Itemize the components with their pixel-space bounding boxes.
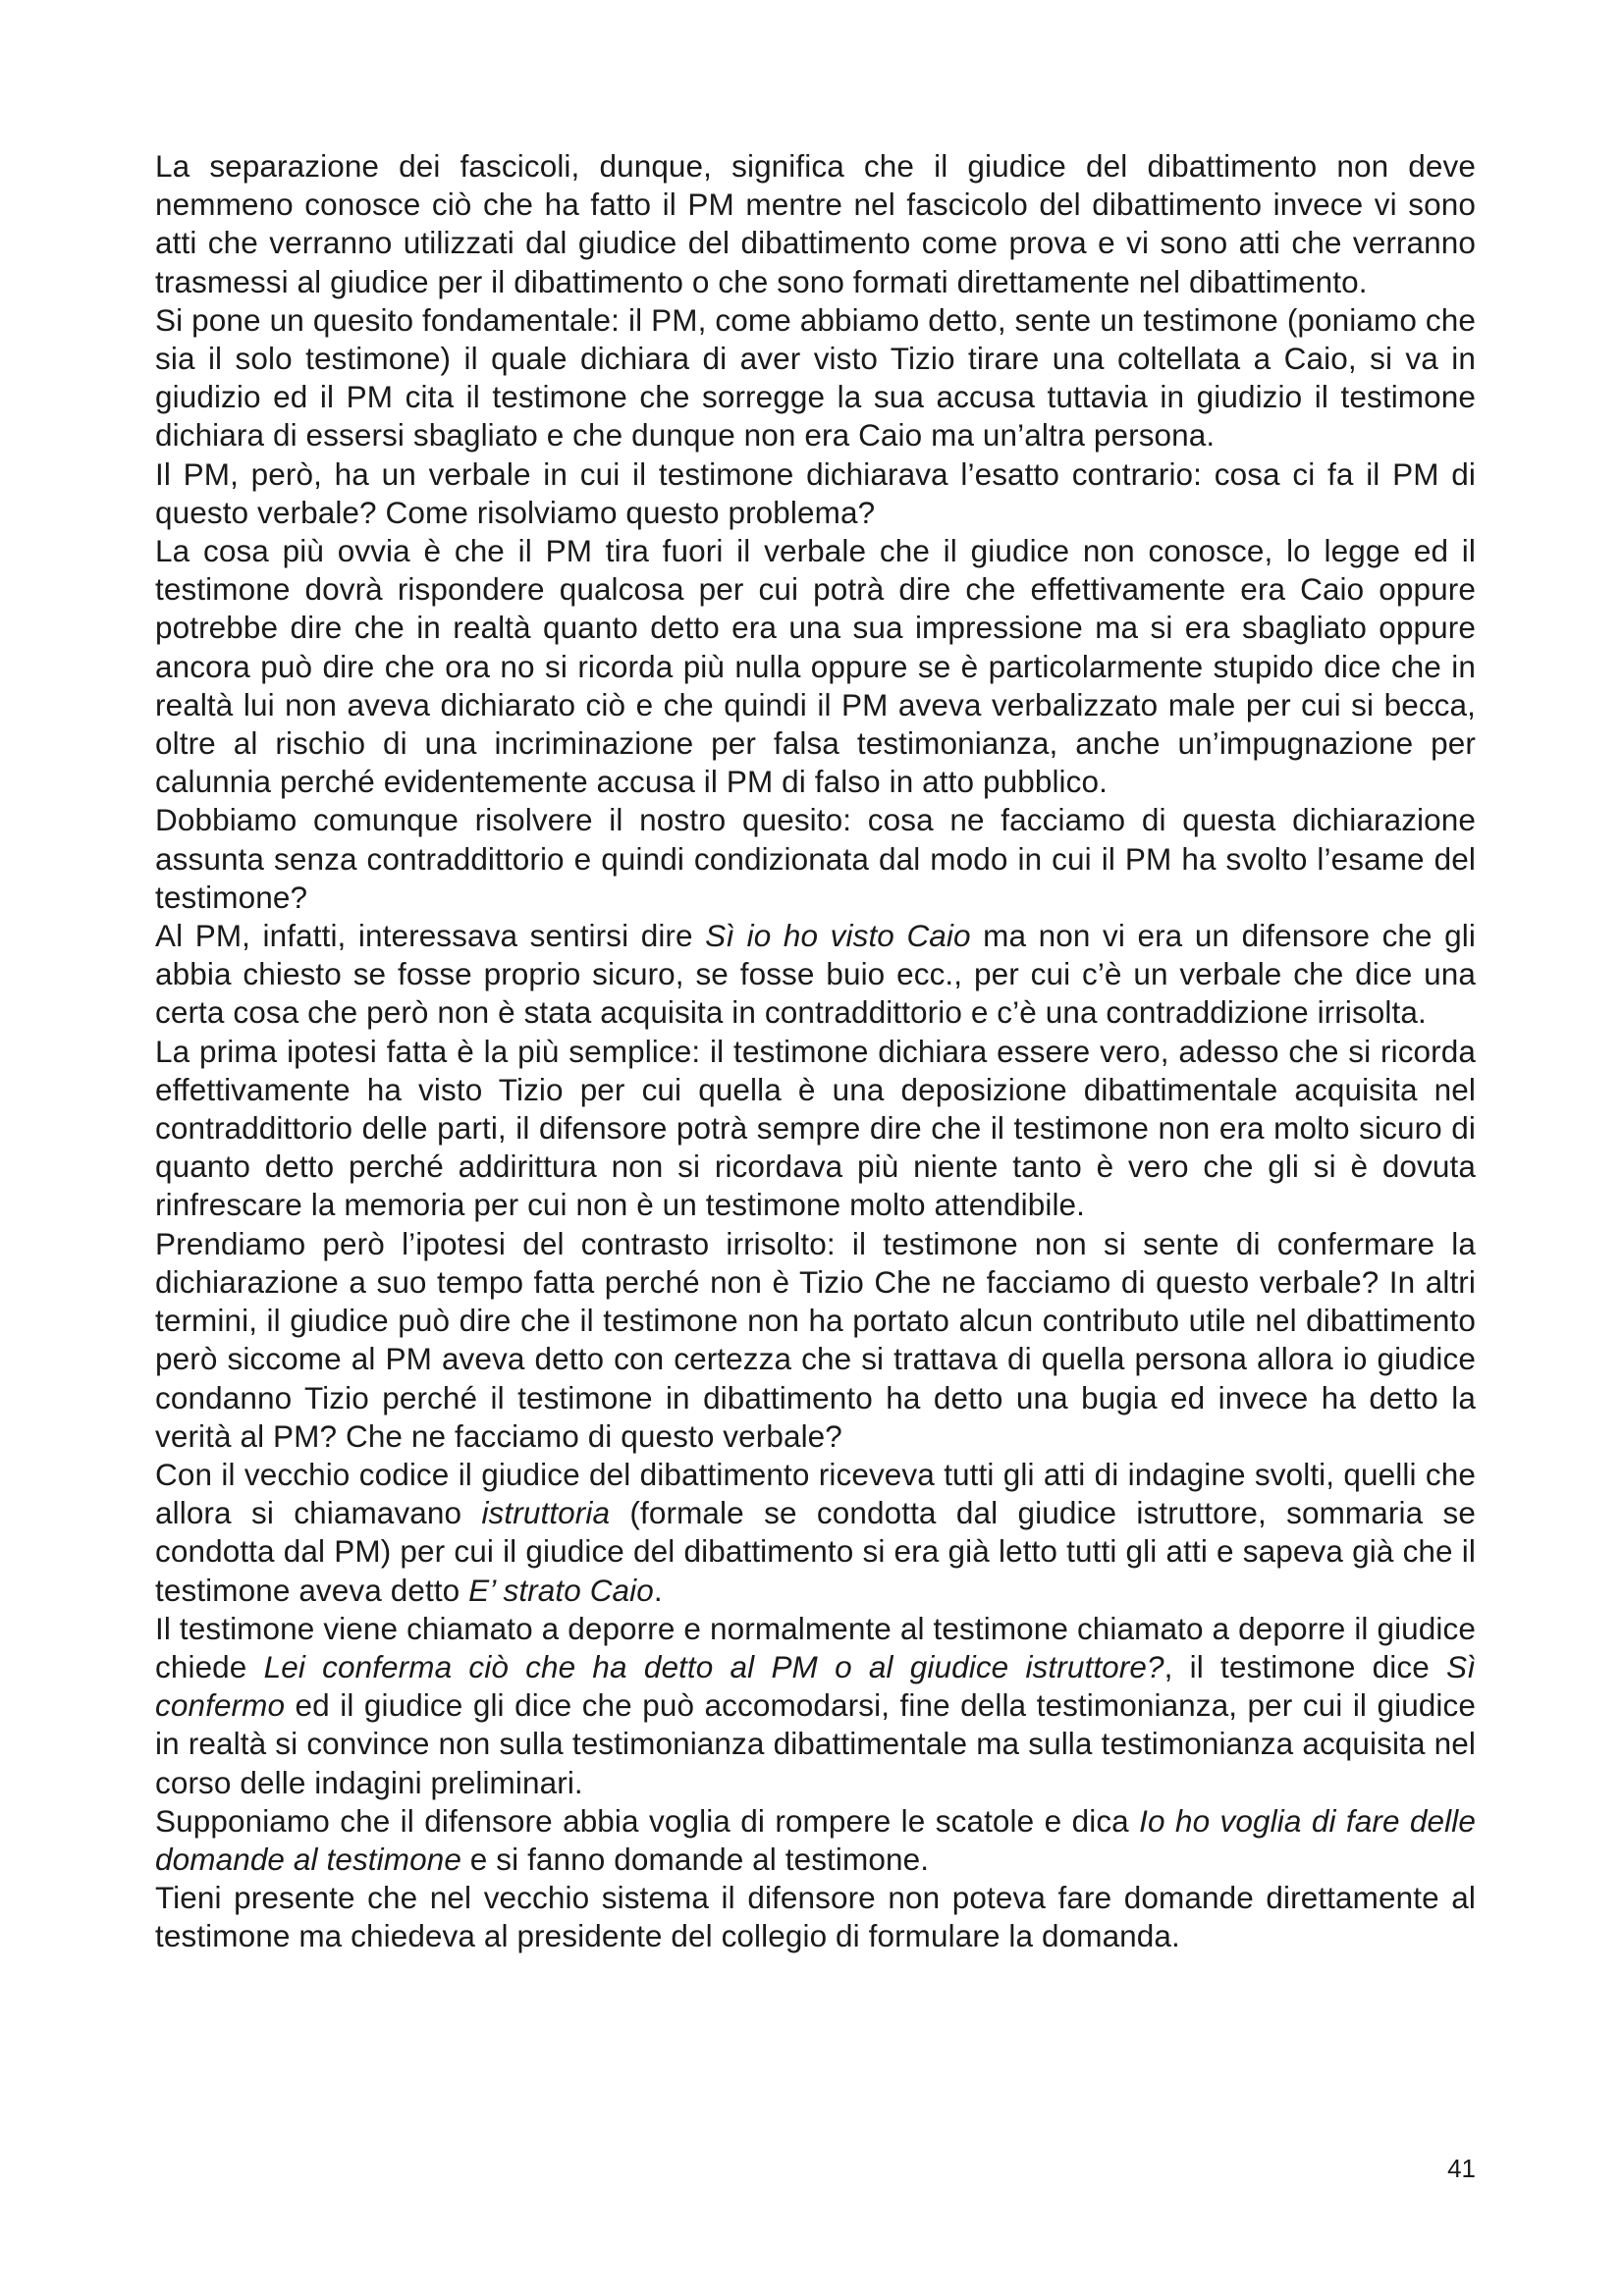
text-run: ed il giudice gli dice che può accomodarsi, fine della testimonianza, per cui il giudice in realtà si convince non sulla testimonianza dibattimentale ma sulla testimonianza acquisita nel corso delle indagini preliminari. <box>155 1687 1476 1800</box>
italic-quote: Io ho voglia di fare delle domande al testimone <box>155 1802 1476 1877</box>
paragraph <box>155 301 1476 455</box>
paragraph <box>155 1033 1476 1225</box>
italic-term: istruttoria <box>481 1495 611 1531</box>
document-page <box>155 147 1476 1956</box>
paragraph <box>155 917 1476 1033</box>
text-run: Dobbiamo comunque risolvere il nostro quesito: cosa ne facciamo di questa dichiarazione assunta senza contraddittorio e quindi condizionata dal modo in cui il PM ha svolto l’esame del testimone? <box>155 802 1476 915</box>
paragraph <box>155 801 1476 917</box>
italic-quote: Sì io ho visto Caio <box>705 918 971 954</box>
paragraph <box>155 1610 1476 1802</box>
text-run: Prendiamo però l’ipotesi del contrasto irrisolto: il testimone non si sente di confermare la dichiarazione a suo tempo fatta perché non è Tizio Che ne facciamo di questo verbale? In altri termini, il giudice può dire che il testimone non ha portato alcun contributo utile nel dibattimento però siccome al PM aveva detto con certezza che si trattava di quella persona allora io giudice condanno Tizio perché il testimone in dibattimento ha detto una bugia ed invece ha detto la verità al PM? Che ne facciamo di questo verbale? <box>155 1225 1476 1454</box>
text-run: (formale se condotta dal giudice istruttore, sommaria se condotta dal PM) per cui il giudice del dibattimento si era già letto tutti gli atti e sapeva già che il testimone aveva detto <box>155 1495 1477 1608</box>
paragraph <box>155 1879 1476 1955</box>
paragraph <box>155 1802 1476 1879</box>
italic-quote: Sì confermo <box>155 1648 1476 1724</box>
text-run: Supponiamo che il difensore abbia voglia di rompere le scatole e dica <box>155 1802 1140 1839</box>
text-run: ma non vi era un difensore che gli abbia chiesto se fosse proprio sicuro, se fosse buio ecc., per cui c’è un verbale che dice una certa cosa che però non è stata acquisita in contraddittorio e c’è una contraddizione irrisolta. <box>155 918 1477 1031</box>
text-run: , il testimone dice <box>1163 1648 1447 1684</box>
paragraph <box>155 455 1476 532</box>
text-run: Si pone un quesito fondamentale: il PM, come abbiamo detto, sente un testimone (poniamo che sia il solo testimone) il quale dichiara di aver visto Tizio tirare una coltellata a Caio, si va in giudizio ed il PM cita il testimone che sorregge la sua accusa tuttavia in giudizio il testimone dichiara di essersi sbagliato e che dunque non era Caio ma un’altra persona. <box>155 301 1476 454</box>
text-run: Tieni presente che nel vecchio sistema il difensore non poteva fare domande direttamente al testimone ma chiedeva al presidente del collegio di formulare la domanda. <box>155 1880 1476 1954</box>
paragraph <box>155 1456 1476 1610</box>
paragraph <box>155 147 1476 301</box>
text-run: . <box>653 1572 663 1608</box>
text-run: La cosa più ovvia è che il PM tira fuori il verbale che il giudice non conosce, lo legge ed il testimone dovrà rispondere qualcosa per cui potrà dire che effettivamente era Caio oppure potrebbe dire che in realtà quanto detto era una sua impressione ma si era sbagliato oppure ancora può dire che ora no si ricorda più nulla oppure se è particolarmente stupido dice che in realtà lui non aveva dichiarato ciò e che quindi il PM aveva verbalizzato male per cui si becca, oltre al rischio di una incriminazione per falsa testimonianza, anche un’impugnazione per calunnia perché evidentemente accusa il PM di falso in atto pubblico. <box>155 533 1476 800</box>
text-run: e si fanno domande al testimone. <box>460 1841 930 1877</box>
paragraph <box>155 1225 1476 1456</box>
paragraph <box>155 532 1476 801</box>
text-run: La prima ipotesi fatta è la più semplice: il testimone dichiara essere vero, adesso che si ricorda effettivamente ha visto Tizio per cui quella è una deposizione dibattimentale acquisita nel contraddittorio delle parti, il difensore potrà sempre dire che il testimone non era molto sicuro di quanto detto perché addirittura non si ricordava più niente tanto è vero che gli si è dovuta rinfrescare la memoria per cui non è un testimone molto attendibile. <box>155 1033 1476 1223</box>
italic-quote: E’ strato Caio <box>468 1572 654 1608</box>
text-run: Con il vecchio codice il giudice del dibattimento riceveva tutti gli atti di indagine svolti, quelli che allora si chiamavano <box>155 1456 1476 1531</box>
text-run: Al PM, infatti, interessava sentirsi dire <box>155 918 706 954</box>
text-run: Il testimone viene chiamato a deporre e normalmente al testimone chiamato a deporre il giudice chiede <box>155 1610 1476 1684</box>
page-number: 41 <box>1447 2154 1476 2183</box>
text-run: Il PM, però, ha un verbale in cui il testimone dichiarava l’esatto contrario: cosa ci fa il PM di questo verbale? Come risolviamo questo problema? <box>155 455 1476 530</box>
italic-quote: Lei conferma ciò che ha detto al PM o al giudice istruttore? <box>263 1648 1164 1684</box>
text-run: La separazione dei fascicoli, dunque, significa che il giudice del dibattimento non deve nemmeno conosce ciò che ha fatto il PM mentre nel fascicolo del dibattimento invece vi sono atti che verranno utilizzati dal giudice del dibattimento come prova e vi sono atti che verranno trasmessi al giudice per il dibattimento o che sono formati direttamente nel dibattimento. <box>155 148 1476 299</box>
